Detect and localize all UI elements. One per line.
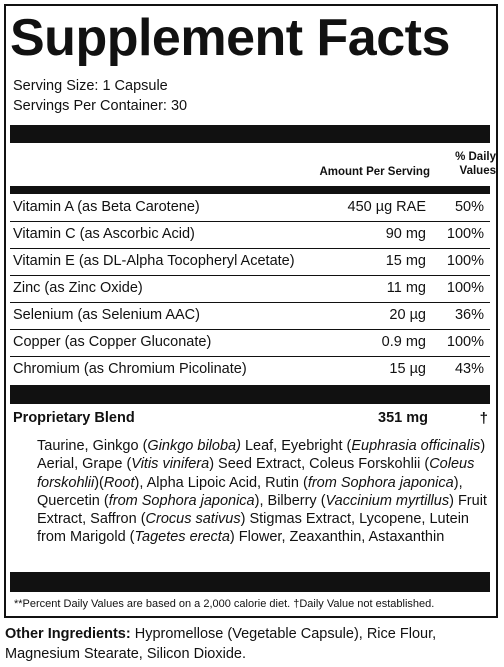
blend-name: Proprietary Blend	[13, 410, 135, 426]
nutrient-name: Vitamin E (as DL-Alpha Tocopheryl Acetate)	[13, 253, 295, 269]
blend-ingredient-text: ) Aerial, Grape (	[37, 438, 486, 473]
blend-ingredient-text: Leaf, Eyebright (	[240, 438, 352, 454]
nutrient-amount: 15 mg	[385, 253, 426, 269]
blend-ingredient-text: )(	[94, 474, 104, 491]
nutrient-name: Selenium (as Selenium AAC)	[13, 307, 200, 323]
serving-size: Serving Size: 1 Capsule	[13, 78, 168, 94]
nutrient-row	[10, 276, 490, 303]
nutrient-row	[10, 195, 490, 222]
blend-ingredient-text: Vaccinium myrtillus	[325, 492, 450, 509]
nutrient-daily-value: 100%	[446, 226, 484, 242]
other-ingredients-text: Hypromellose (Vegetable Capsule), Rice Flour, Magnesium Stearate, Silicon Dioxide.	[5, 626, 437, 662]
nutrient-amount: 15 µg	[389, 361, 426, 377]
blend-ingredient-text: Vitis vinifera	[131, 456, 210, 473]
blend-ingredient-text: ), Alpha Lipoic Acid, Rutin (	[134, 474, 308, 491]
blend-ingredient-text: Crocus sativus	[145, 511, 241, 528]
blend-ingredient-text: from Sophora japonica	[307, 474, 454, 491]
blend-ingredient-text: Ginkgo biloba)	[147, 438, 241, 454]
nutrient-name: Chromium (as Chromium Picolinate)	[13, 361, 247, 377]
nutrient-row	[10, 330, 490, 357]
blend-ingredient-text: ), Quercetin (	[37, 474, 463, 509]
servings-per-container: Servings Per Container: 30	[13, 98, 188, 114]
blend-amount: 351 mg	[378, 410, 428, 426]
daily-values-header-line2: Values	[459, 165, 496, 177]
blend-ingredient-text: ) Seed Extract, Coleus Forskohlii (	[209, 456, 430, 473]
nutrient-name: Copper (as Copper Gluconate)	[13, 334, 212, 350]
daily-values-header	[436, 150, 496, 178]
other-ingredients	[5, 624, 500, 664]
nutrient-amount: 11 mg	[386, 280, 426, 296]
nutrient-row	[10, 222, 490, 249]
section-divider	[10, 385, 490, 404]
nutrient-daily-value: 100%	[446, 280, 484, 296]
footnote: **Percent Daily Values are based on a 2,000 calorie diet. †Daily Value not established.	[14, 598, 435, 610]
nutrient-row	[10, 249, 490, 276]
nutrient-amount: 450 µg RAE	[347, 199, 426, 215]
nutrient-daily-value: 43%	[454, 361, 484, 377]
other-ingredients-label: Other Ingredients:	[5, 626, 131, 642]
nutrient-name: Vitamin C (as Ascorbic Acid)	[13, 226, 195, 242]
nutrient-daily-value: 100%	[446, 334, 484, 350]
nutrient-name: Zinc (as Zinc Oxide)	[13, 280, 143, 296]
blend-daily-value: †	[479, 410, 488, 427]
blend-ingredient-text: Taurine, Ginkgo (	[37, 438, 148, 454]
blend-ingredient-text: Coleus forskohlii	[37, 456, 475, 491]
nutrient-daily-value: 50%	[454, 199, 484, 215]
amount-per-serving-header: Amount Per Serving	[319, 166, 430, 178]
nutrient-name: Vitamin A (as Beta Carotene)	[13, 199, 200, 215]
blend-ingredient-text: ) Fruit Extract, Saffron (	[37, 492, 487, 528]
blend-ingredient-text: ) Flower, Zeaxanthin, Astaxanthin	[229, 529, 445, 546]
blend-ingredients	[37, 437, 497, 547]
thick-divider	[10, 125, 490, 143]
nutrient-amount: 0.9 mg	[381, 334, 426, 350]
header-divider	[10, 186, 490, 194]
blend-ingredient-text: ), Bilberry (	[254, 492, 326, 509]
nutrient-amount: 20 µg	[389, 307, 426, 323]
page-title: Supplement Facts	[10, 9, 450, 67]
nutrient-daily-value: 36%	[454, 307, 484, 323]
blend-ingredient-text: from Sophora japonica	[108, 492, 255, 509]
nutrient-daily-value: 100%	[446, 253, 484, 269]
nutrient-row	[10, 357, 490, 384]
nutrient-row	[10, 303, 490, 330]
bottom-divider	[10, 572, 490, 592]
blend-ingredient-text: Tagetes erecta	[134, 529, 230, 546]
nutrient-amount: 90 mg	[385, 226, 426, 242]
blend-ingredient-text: Euphrasia officinalis	[351, 438, 481, 454]
daily-values-header-line1: % Daily	[455, 151, 496, 163]
blend-ingredient-text: Root	[103, 474, 135, 491]
blend-ingredient-text: ) Stigmas Extract, Lycopene, Lutein from Marigold (	[37, 511, 469, 546]
